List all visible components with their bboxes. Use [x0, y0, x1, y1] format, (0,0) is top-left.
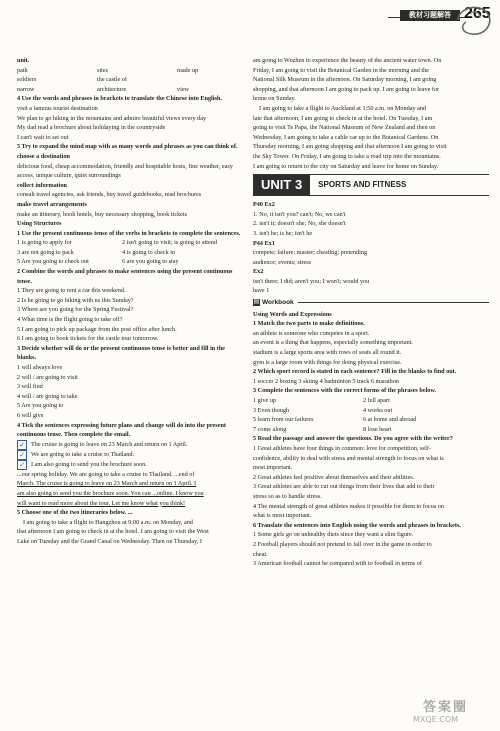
answer-line: My dad read a brochure about holidaying in the countryside — [17, 124, 166, 132]
itinerary-line: home on Sunday. — [253, 95, 296, 103]
answer-line: visit a famous tourist destination — [17, 104, 98, 112]
exercise-heading: Ex2 — [253, 268, 264, 276]
q5-title: 5 Try to expand the mind map with as many words and phrases as you can think of. — [17, 143, 238, 151]
q4-title: 4 Use the words and phrases in brackets to translate the Chinese into English. — [17, 95, 222, 103]
answer-item: 2 isn't going to visit; is going to attend — [122, 239, 217, 247]
checked-sentence — [17, 450, 245, 460]
answer-line: an event is a thing that happens, especially something important. — [253, 339, 413, 347]
answer-item: 6 are you going to stay — [122, 258, 179, 266]
checkmark-icon: ✓ — [17, 440, 27, 450]
unit-label: UNIT 3 — [253, 175, 310, 195]
answer-line: I can't wait to set out — [17, 133, 69, 141]
answer-line: 4 will / are going to take — [17, 392, 78, 400]
answer-line: what is most important. — [253, 512, 312, 520]
s4-title: 4 Tick the sentences expressing future plans and change will do into the present continuous tense. Then complete the email. — [17, 421, 226, 439]
exercise-heading: P40 Ex2 — [253, 201, 275, 209]
book-icon: ▤ — [253, 299, 260, 306]
answer-line: 3 American football cannot be compared with to football in terms of — [253, 560, 422, 568]
answer-line: 1. No, it isn't you? can't; No, we can't — [253, 210, 346, 218]
answer-item: 2 fell apart — [363, 397, 390, 404]
answer-line: most important. — [253, 464, 293, 472]
answer-line: 2. isn't it; doesn't she; No, she doesn't — [253, 220, 346, 228]
sentence-text: The cruise is going to leave on 23 March and return on 1 April. — [31, 440, 188, 448]
watermark-line-1: 答案圈 — [423, 700, 469, 715]
itinerary-line: Wednesday, I am going to take a cable car up to the Botanical Gardens. On — [253, 133, 439, 141]
answer-line: 4 What time is the flight going to take off? — [17, 316, 123, 324]
answer-line: stress so as to handle stress. — [253, 492, 322, 500]
answer-line: cheat. — [253, 550, 268, 558]
answer-line: gym is a large room with things for doing physical exercise. — [253, 358, 402, 366]
answer-line: have 1 — [253, 287, 270, 295]
answer-item: 7 come along — [253, 425, 287, 433]
w3-row — [253, 406, 489, 416]
s5-title: 5 Choose one of the two itineraries below. ... — [17, 509, 133, 517]
vocab-word — [177, 75, 245, 85]
answer-line: confidence, ability to deal with stress and mental strength to focus on what is — [253, 454, 444, 462]
s1-title: 1 Use the present continuous tense of the verbs in brackets to complete the sentences. — [17, 229, 241, 237]
page-number: 265 — [464, 5, 491, 22]
vocab-row-2 — [17, 75, 245, 85]
w3-row — [253, 425, 489, 435]
email-line: will want to read more about the tour. Let me know what you think! — [17, 499, 186, 507]
answer-line: isn't there; I did; aren't you; I won't; would you — [253, 277, 370, 285]
answer-line: We plan to go hiking in the mountains and admire beautiful views every day — [17, 114, 207, 122]
answer-line: 3 will find — [17, 383, 43, 391]
checked-sentence — [17, 460, 245, 470]
w3-title: 3 Complete the sentences with the correct forms of the phrases below. — [253, 387, 437, 395]
vocab-word: made up — [177, 66, 199, 74]
answer-line: 1 Some girls go on unhealthy diets since they want a slim figure. — [253, 531, 414, 539]
answer-line: 6 I am going to book tickets for the castle tour tomorrow. — [17, 335, 159, 343]
answer-item: 4 is going to check in — [122, 248, 176, 256]
itinerary-line: late that afternoon, I am going to check in at the hotel. On Tuesday, I am — [253, 114, 433, 122]
answer-line: stadium is a large sports area with rows of seats all round it. — [253, 349, 402, 357]
answer-line: 1 Great athletes have four things in common: love for competition, self- — [253, 444, 432, 452]
answer-line: 6 will give — [17, 411, 44, 419]
itinerary-line: I am going to return to the city on Saturday and leave for home on Sunday. — [253, 162, 439, 170]
w6-title: 6 Translate the sentences into English using the words and phrases in brackets. — [253, 521, 461, 529]
answer-line: 3 Where are you going for the Spring Festival? — [17, 306, 134, 314]
right-column — [253, 56, 489, 569]
hand-drawn-logo-icon — [450, 0, 496, 40]
page-header — [0, 0, 500, 46]
answer-line: 2 Football players should not pretend to fall over in the game in order to — [253, 540, 432, 548]
w3-row — [253, 396, 489, 406]
itinerary-line: the Sky Tower. On Friday, I am going to take a road trip into the mountains. — [253, 152, 441, 160]
s1-row — [17, 238, 245, 248]
vocab-word: path — [17, 66, 28, 74]
answer-line: compete; failure; master; cheating; pretending — [253, 249, 368, 257]
s1-row — [17, 257, 245, 267]
vocab-word: view — [177, 85, 190, 93]
answer-item: 3 are not going to pack — [17, 248, 74, 256]
workbook-banner — [253, 298, 489, 308]
w1-title: 1 Match the two parts to make definitions. — [253, 320, 365, 328]
answer-item: 4 works out — [363, 406, 393, 414]
vocab-row-3 — [17, 85, 245, 95]
email-line: ...our spring holiday. We are going to take a cruise to Thailand. ...end of — [17, 470, 195, 478]
answer-line: an athlete is someone who competes in a sport. — [253, 329, 370, 337]
itinerary-line: Lake on Tuesday and the Grand Canal on Wednesday. Then on Thursday, I — [17, 537, 202, 545]
answer-text: consult travel agencies, ask friends, buy travel guidebooks, read brochures — [17, 191, 202, 199]
vocab-word: architecture — [97, 85, 127, 93]
w5-title: 5 Read the passage and answer the questions. Do you agree with the writer? — [253, 435, 453, 443]
answer-line: 3. isn't he; is he; isn't he — [253, 229, 313, 237]
vocab-word: soldiers — [17, 76, 37, 84]
workbook-label: Workbook — [262, 299, 294, 307]
answer-line: 1 soccer 2 boxing 3 skiing 4 badminton 5 track 6 marathon — [253, 377, 399, 385]
itinerary-line: going to visit Te Papa, the National Museum of New Zealand and then on — [253, 124, 436, 132]
w2-title: 2 Which sport record is stated in each sentence? Fill in the blanks to find out. — [253, 368, 457, 376]
q5-subheading: collect information — [17, 181, 68, 189]
vocab-word: sites — [97, 66, 109, 74]
itinerary-line: shopping, and that afternoon I am going to pack up. I am going to leave for — [253, 85, 440, 93]
email-line: am also going to send you the brochure soon. You can ...online. I know you — [17, 489, 204, 497]
sentence-text: I am also going to send you the brochure soon. — [31, 460, 147, 468]
answer-text: delicious food, cheap accommodation, friendly and hospitable hosts, fine weather, easy access, unique culture, quiet surroundings — [17, 162, 233, 180]
email-line: March. The cruise is going to leave on 23 March and return on 1 April. I — [17, 480, 197, 488]
watermark-line-2: MXQE.COM — [413, 715, 459, 724]
answer-line: 2 Great athletes feel positive about themselves and their abilities. — [253, 473, 415, 481]
q5-subheading: choose a destination — [17, 152, 70, 160]
heading-unit: unit. — [17, 57, 30, 64]
answer-item: 5 learn from our failures — [253, 416, 314, 424]
itinerary-line: I am going to take a flight to Auckland at 1:50 a.m. on Monday and — [259, 104, 427, 112]
section-tag: 教材习题解答 — [400, 10, 460, 21]
answer-line: 2 will / are going to visit — [17, 373, 78, 381]
left-column — [17, 56, 245, 547]
answer-item: 5 Are you going to check out — [17, 258, 89, 266]
checkmark-icon: ✓ — [17, 460, 27, 470]
answer-item: 6 at home and abroad — [363, 416, 417, 424]
exercise-heading: P44 Ex1 — [253, 239, 275, 247]
answer-line: 1 They are going to rent a car this weekend. — [17, 287, 126, 295]
sentence-text: We are going to take a cruise to Thailand. — [31, 450, 134, 458]
itinerary-line: Thursday morning, I am going shopping and that afternoon I am going to visit — [253, 143, 447, 151]
answer-line: 2 Is he going to go hiking with us this Sunday? — [17, 296, 134, 304]
itinerary-line: that afternoon I am going to check in at the hotel. I am going to visit the West — [17, 528, 209, 536]
answer-line: 5 Are you going to — [17, 402, 64, 410]
answer-item: 3 Even though — [253, 406, 290, 414]
answer-line: 1 will always love — [17, 364, 63, 371]
wb-section-heading: Using Words and Expressions — [253, 310, 332, 318]
vocab-word: the castle of — [97, 76, 127, 84]
itinerary-line: National Silk Museum in the afternoon. On Saturday morning, I am going — [253, 76, 437, 84]
answer-item: 1 give up — [253, 397, 277, 404]
answer-item: 1 is going to apply for — [17, 239, 72, 247]
q5-subheading: make travel arrangements — [17, 200, 87, 208]
s1-row — [17, 248, 245, 258]
site-watermark — [405, 700, 497, 728]
answer-text: make an itinerary, book hotels, buy necessary shopping, book tickets — [17, 210, 188, 218]
checkmark-icon: ✓ — [17, 450, 27, 460]
itinerary-line: am going to Wuzhen to experience the beauty of the ancient water town. On — [253, 57, 442, 64]
checked-sentence — [17, 440, 245, 450]
unit-banner — [253, 174, 489, 196]
vocab-word: narrow — [17, 85, 35, 93]
structures-heading: Using Structures — [17, 220, 62, 228]
divider — [298, 302, 489, 303]
answer-item: 8 lose heart — [363, 425, 392, 433]
s3-title: 3 Decide whether will do or the present continuous tense is better and fill in the blanks. — [17, 344, 226, 362]
s2-title: 2 Combine the words and phrases to make sentences using the present continuous tense. — [17, 268, 233, 285]
itinerary-line: I am going to take a flight to Hangzhou at 9:00 a.m. on Monday, and — [23, 518, 193, 526]
itinerary-line: Friday, I am going to visit the Botanical Garden in the morning and the — [253, 66, 429, 74]
answer-line: 4 The mental strength of great athletes makes it possible for them to focus on — [253, 502, 444, 510]
answer-line: 5 I am going to pick up package from the post office after lunch. — [17, 325, 177, 333]
vocab-row-1 — [17, 66, 245, 76]
answer-line: 3 Great athletes are able to cut out things from their lives that add to their — [253, 483, 435, 491]
w3-row — [253, 415, 489, 425]
unit-title: SPORTS AND FITNESS — [318, 180, 407, 190]
answer-line: audience; events; stress — [253, 258, 312, 266]
